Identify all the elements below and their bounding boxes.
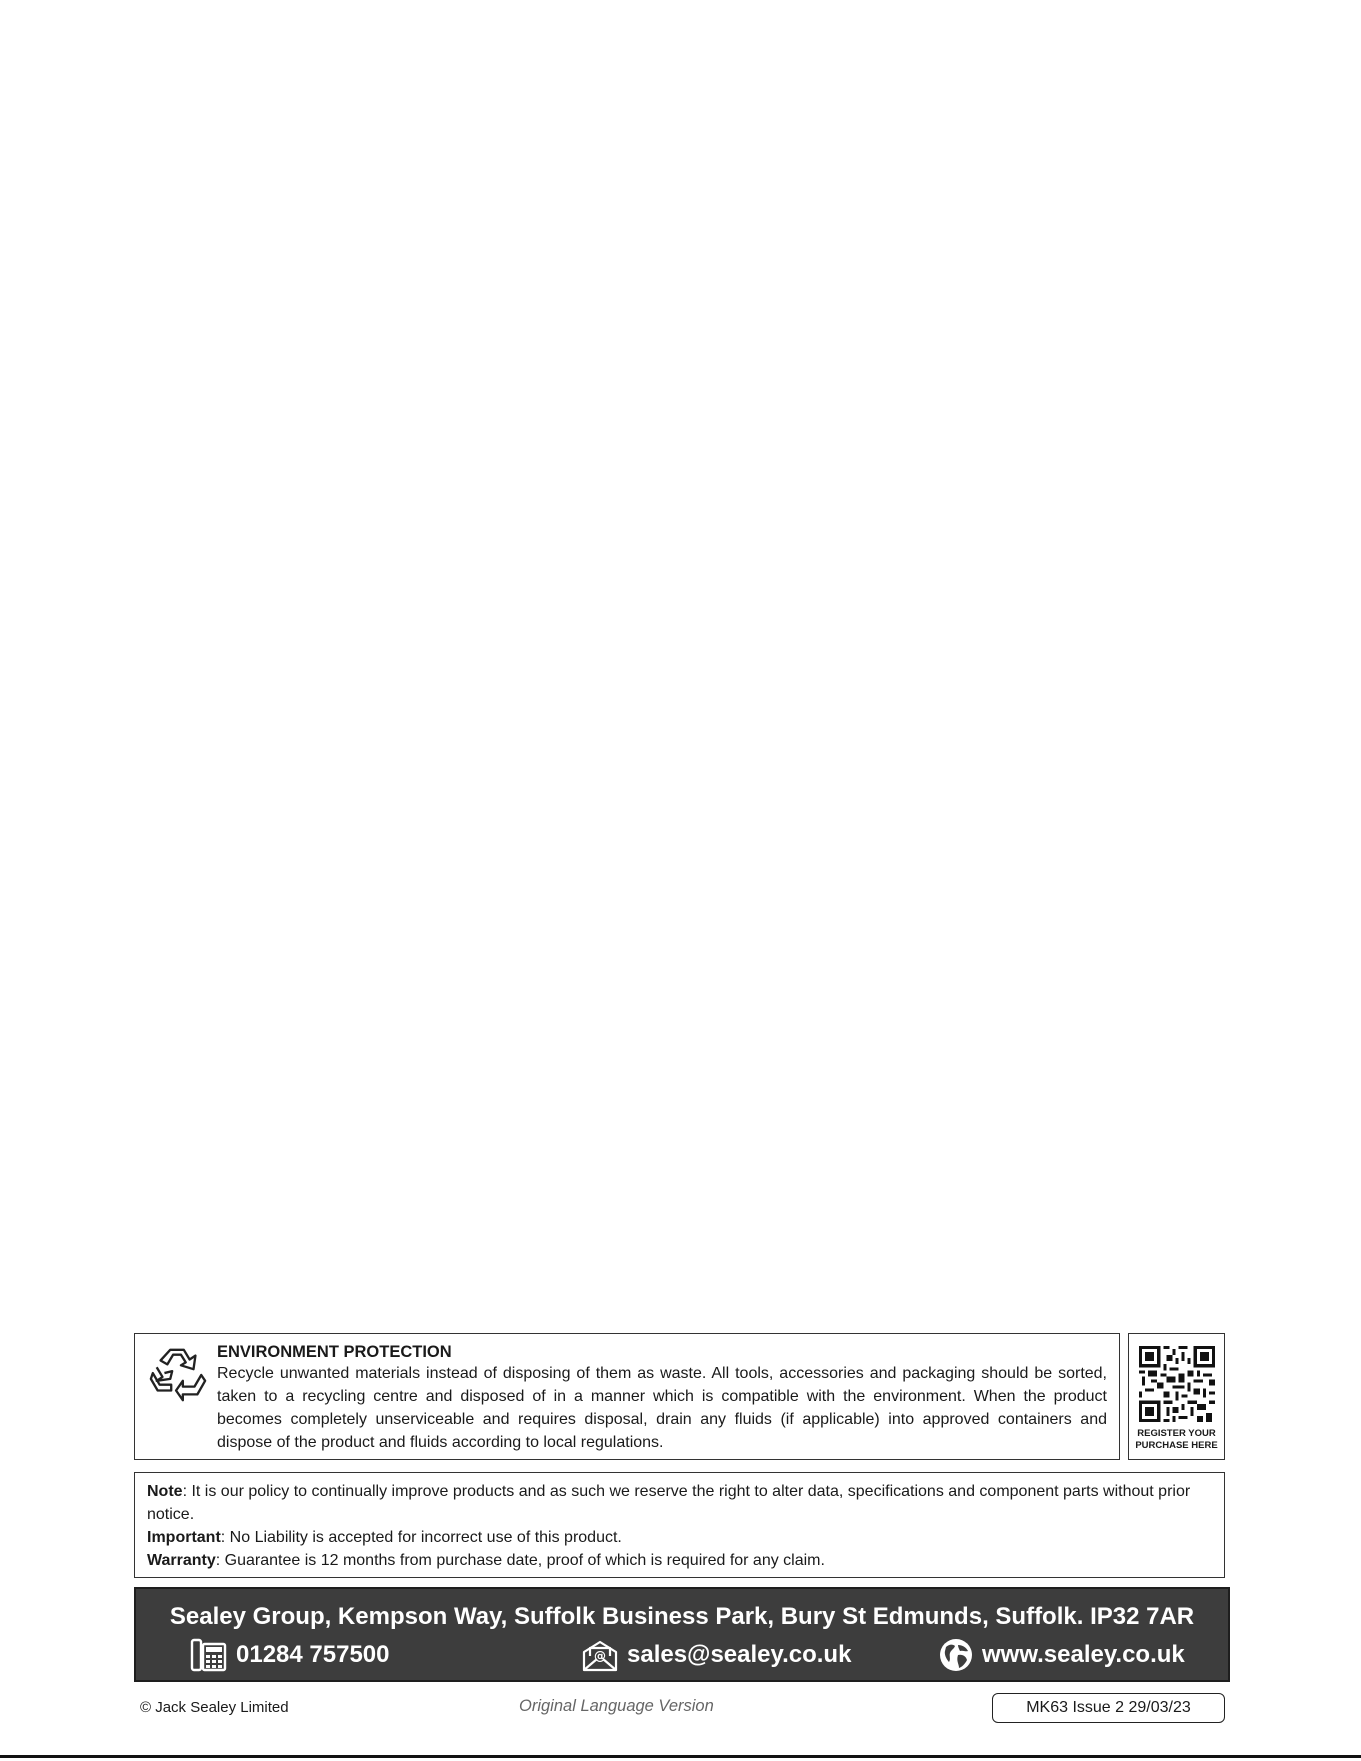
email-icon xyxy=(581,1638,619,1672)
notes-box xyxy=(134,1472,1225,1578)
website-contact[interactable] xyxy=(938,1638,1185,1672)
qr-code-icon[interactable] xyxy=(1139,1346,1215,1422)
website-url[interactable]: www.sealey.co.uk xyxy=(982,1641,1185,1668)
environment-body: Recycle unwanted materials instead of disposing of them as waste. All tools, accessories and packaging should be sorted, taken to a recycling centre and disposed of in a manner which is compatible with the environment. When the product becomes completely unserviceable and requires disposal, drain any fluids (if applicable) into approved containers and dispose of the product and fluids according to local regulations. xyxy=(217,1365,1107,1451)
phone-number[interactable]: 01284 757500 xyxy=(236,1641,390,1668)
register-caption-line2: PURCHASE HERE xyxy=(1135,1440,1218,1451)
warranty-label: Warranty xyxy=(147,1552,216,1569)
important-label: Important xyxy=(147,1529,221,1546)
email-contact[interactable] xyxy=(581,1638,851,1672)
environment-text xyxy=(217,1342,1107,1454)
warranty-paragraph xyxy=(147,1549,1212,1572)
important-text: : No Liability is accepted for incorrect use of this product. xyxy=(220,1529,622,1546)
register-purchase-box[interactable] xyxy=(1128,1333,1225,1460)
company-address: Sealey Group, Kempson Way, Suffolk Business Park, Bury St Edmunds, Suffolk. IP32 7AR xyxy=(169,1603,1195,1630)
original-language-label: Original Language Version xyxy=(519,1697,714,1715)
register-caption-line1: REGISTER YOUR xyxy=(1137,1428,1216,1439)
copyright-text: © Jack Sealey Limited xyxy=(140,1699,289,1716)
svg-text:@: @ xyxy=(594,1649,606,1663)
register-caption xyxy=(1129,1428,1224,1452)
issue-badge: MK63 Issue 2 29/03/23 xyxy=(992,1693,1225,1723)
environment-protection-box xyxy=(134,1333,1120,1460)
note-label: Note xyxy=(147,1483,183,1500)
email-address[interactable]: sales@sealey.co.uk xyxy=(627,1641,852,1668)
important-paragraph xyxy=(147,1526,1212,1549)
environment-title: ENVIRONMENT PROTECTION xyxy=(217,1343,452,1361)
note-paragraph xyxy=(147,1480,1212,1526)
telephone-icon xyxy=(190,1638,228,1672)
bottom-divider xyxy=(0,1755,1361,1758)
phone-contact[interactable] xyxy=(190,1638,390,1672)
footer-contact-bar xyxy=(134,1587,1230,1682)
globe-icon xyxy=(938,1637,974,1673)
note-text: : It is our policy to continually improve products and as such we reserve the right to alter data, specifications and component parts without prior notice. xyxy=(147,1483,1191,1523)
warranty-text: : Guarantee is 12 months from purchase date, proof of which is required for any claim. xyxy=(215,1552,825,1569)
recycle-icon xyxy=(147,1344,209,1406)
